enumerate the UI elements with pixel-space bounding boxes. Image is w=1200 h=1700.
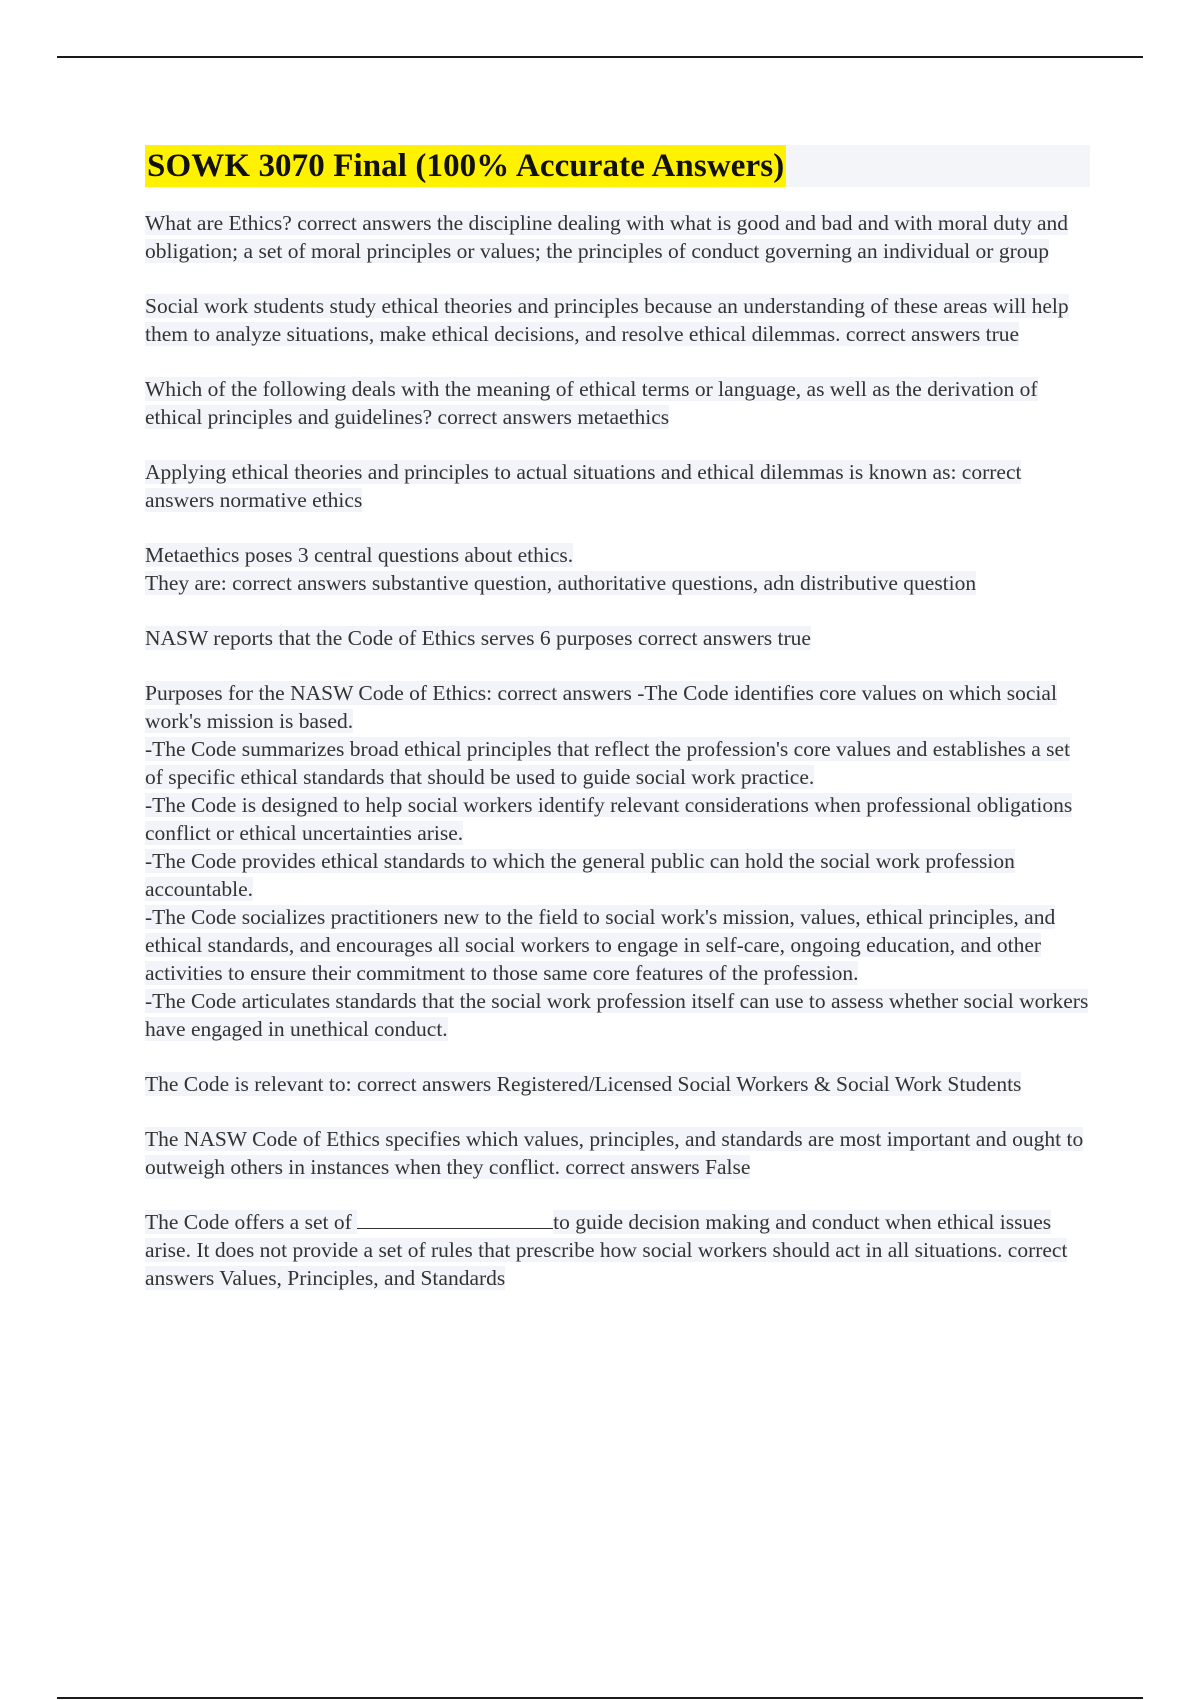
qa-line: -The Code is designed to help social workers identify relevant considerations when professional obligations conflict or ethical uncertainties arise. <box>145 793 1073 845</box>
top-rule <box>57 56 1143 58</box>
qa-line: -The Code summarizes broad ethical principles that reflect the profession's core values and establishes a set of specific ethical standards that should be used to guide social work practice. <box>145 737 1071 789</box>
qa-item-3: Which of the following deals with the meaning of ethical terms or language, as well as the derivation of ethical principles and guidelines? correct answers metaethics <box>145 377 1038 429</box>
qa-line: -The Code socializes practitioners new to the field to social work's mission, values, ethical principles, and ethical standards, and encourages all social workers to engage in self-care, ongoing education, and other activities to ensure their commitment to those same core features of the profession. <box>145 905 1056 985</box>
qa-line: Metaethics poses 3 central questions about ethics. <box>145 543 574 567</box>
qa-item-6: NASW reports that the Code of Ethics serves 6 purposes correct answers true <box>145 626 811 650</box>
qa-item-1: What are Ethics? correct answers the discipline dealing with what is good and bad and with moral duty and obligation; a set of moral principles or values; the principles of conduct governing an individual or group <box>145 211 1069 263</box>
fill-in-blank-line <box>357 1208 553 1229</box>
qa-item-7 <box>145 679 1090 1043</box>
qa-item-5 <box>145 541 1090 597</box>
qa-line: They are: correct answers substantive question, authoritative questions, adn distributive question <box>145 571 977 595</box>
qa-item-2: Social work students study ethical theories and principles because an understanding of these areas will help them to analyze situations, make ethical decisions, and resolve ethical dilemmas. correct answers true <box>145 294 1069 346</box>
qa-line: -The Code articulates standards that the social work profession itself can use to assess whether social workers have engaged in unethical conduct. <box>145 989 1089 1041</box>
qa-item-4: Applying ethical theories and principles to actual situations and ethical dilemmas is known as: correct answers normative ethics <box>145 460 1022 512</box>
document-body <box>145 145 1090 1319</box>
qa-item-9: The NASW Code of Ethics specifies which values, principles, and standards are most important and ought to outweigh others in instances when they conflict. correct answers False <box>145 1127 1084 1179</box>
document-title: SOWK 3070 Final (100% Accurate Answers) <box>145 145 786 187</box>
qa-text-before-blank: The Code offers a set of <box>145 1210 358 1234</box>
qa-item-8: The Code is relevant to: correct answers Registered/Licensed Social Workers & Social Work Students <box>145 1072 1022 1096</box>
qa-text-after-blank: to guide decision making and conduct when ethical issues arise. It does not provide a set of rules that prescribe how social workers should act in all situations. correct answers Values, Principles, and Standards <box>145 1210 1068 1290</box>
title-band <box>145 145 1090 187</box>
qa-line: -The Code provides ethical standards to which the general public can hold the social work profession accountable. <box>145 849 1015 901</box>
qa-item-10 <box>145 1208 1090 1292</box>
qa-line: Purposes for the NASW Code of Ethics: correct answers -The Code identifies core values on which social work's mission is based. <box>145 681 1057 733</box>
bottom-rule <box>57 1697 1143 1699</box>
